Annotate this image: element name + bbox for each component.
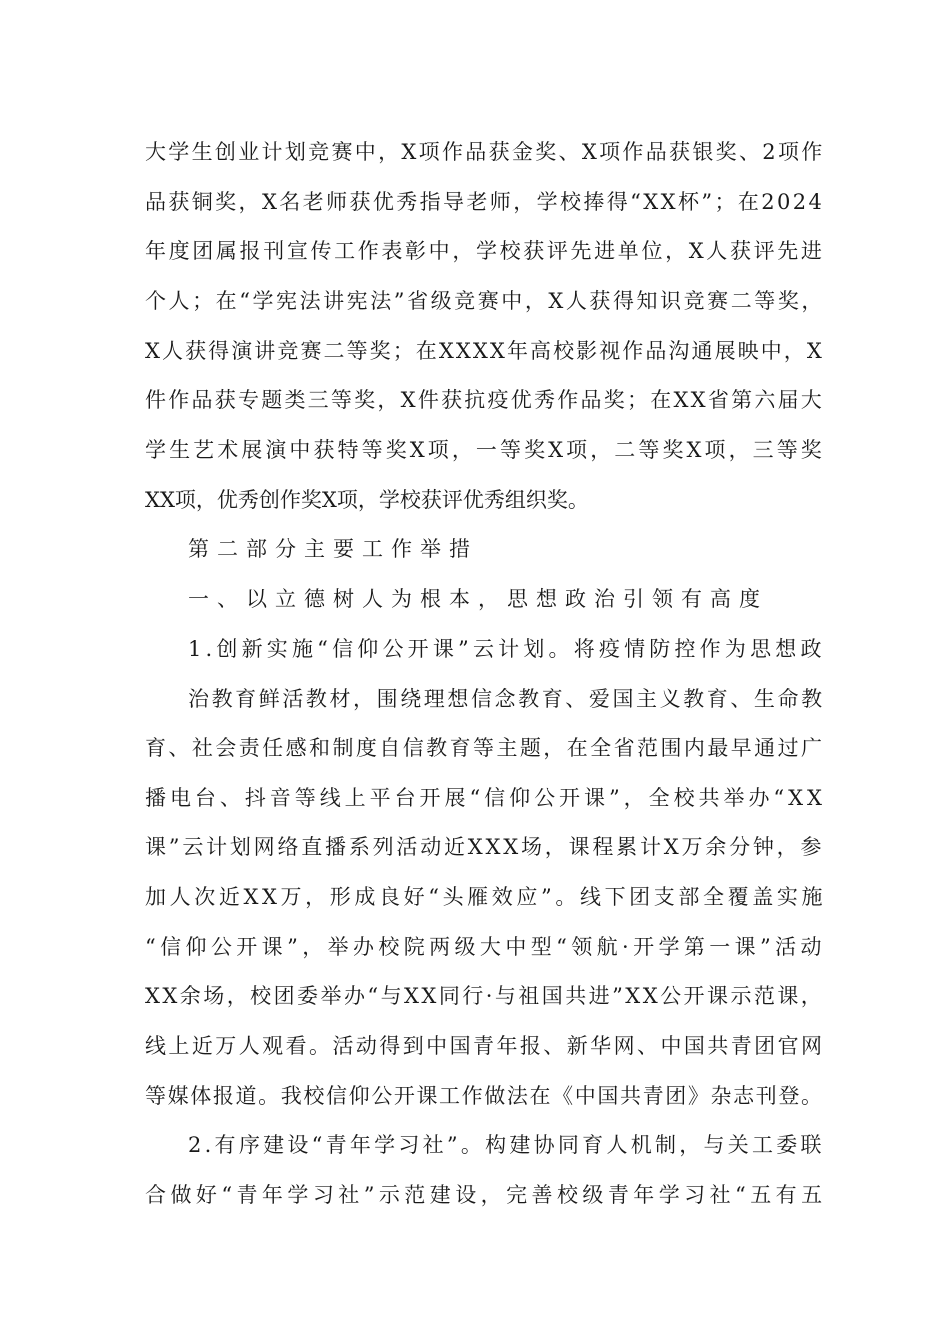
item-1-line-4: 课”云计划网络直播系列活动近XXX场，课程累计X万余分钟，参 xyxy=(145,835,825,859)
item-1-line-5: 加人次近XX万，形成良好“头雁效应”。线下团支部全覆盖实施 xyxy=(145,885,827,909)
item-1-line-8: 线上近万人观看。活动得到中国青年报、新华网、中国共青团官网 xyxy=(145,1034,825,1058)
item-1-line-3: 播电台、抖音等线上平台开展“信仰公开课”，全校共举办“XX xyxy=(145,786,826,810)
item-2-line-1: 2.有序建设“青年学习社”。构建协同育人机制，与关工委联 xyxy=(188,1133,825,1157)
item-1-line-6: “信仰公开课”，举办校院两级大中型“领航·开学第一课”活动 xyxy=(145,935,826,959)
item-1-title: 1.创新实施“信仰公开课”云计划。将疫情防控作为思想政 xyxy=(188,637,826,661)
item-1-line-7: XX余场，校团委举办“与XX同行·与祖国共进”XX公开课示范课， xyxy=(145,984,825,1008)
section-heading: 第二部分主要工作举措 xyxy=(188,537,478,561)
paragraph-1-line-6: 件作品获专题类三等奖，X件获抗疫优秀作品奖；在XX省第六届大 xyxy=(145,388,825,412)
item-1-line-1: 治教育鲜活教材，围绕理想信念教育、爱国主义教育、生命教 xyxy=(188,687,825,711)
item-2-line-2: 合做好“青年学习社”示范建设，完善校级青年学习社“五有五 xyxy=(145,1183,827,1207)
paragraph-1-line-1: 大学生创业计划竞赛中，X项作品获金奖、X项作品获银奖、2项作 xyxy=(145,140,825,164)
subsection-heading: 一、以立德树人为根本，思想政治引领有高度 xyxy=(188,587,768,611)
item-1-line-2: 育、社会责任感和制度自信教育等主题，在全省范围内最早通过广 xyxy=(145,736,825,760)
paragraph-1-line-7: 学生艺术展演中获特等奖X项，一等奖X项，二等奖X项，三等奖 xyxy=(145,438,825,462)
paragraph-1-line-2: 品获铜奖，X名老师获优秀指导老师，学校捧得“XX杯”；在2024 xyxy=(145,190,825,214)
paragraph-1-line-5: X人获得演讲竞赛二等奖；在XXXX年高校影视作品沟通展映中，X xyxy=(145,339,824,363)
paragraph-1-line-4: 个人；在“学宪法讲宪法”省级竞赛中，X人获得知识竞赛二等奖， xyxy=(145,289,825,313)
paragraph-1-line-8: XX项，优秀创作奖X项，学校获评优秀组织奖。 xyxy=(145,488,589,512)
item-1-line-9: 等媒体报道。我校信仰公开课工作做法在《中国共青团》杂志刊登。 xyxy=(145,1084,824,1108)
paragraph-1-line-3: 年度团属报刊宣传工作表彰中，学校获评先进单位，X人获评先进 xyxy=(145,239,825,263)
